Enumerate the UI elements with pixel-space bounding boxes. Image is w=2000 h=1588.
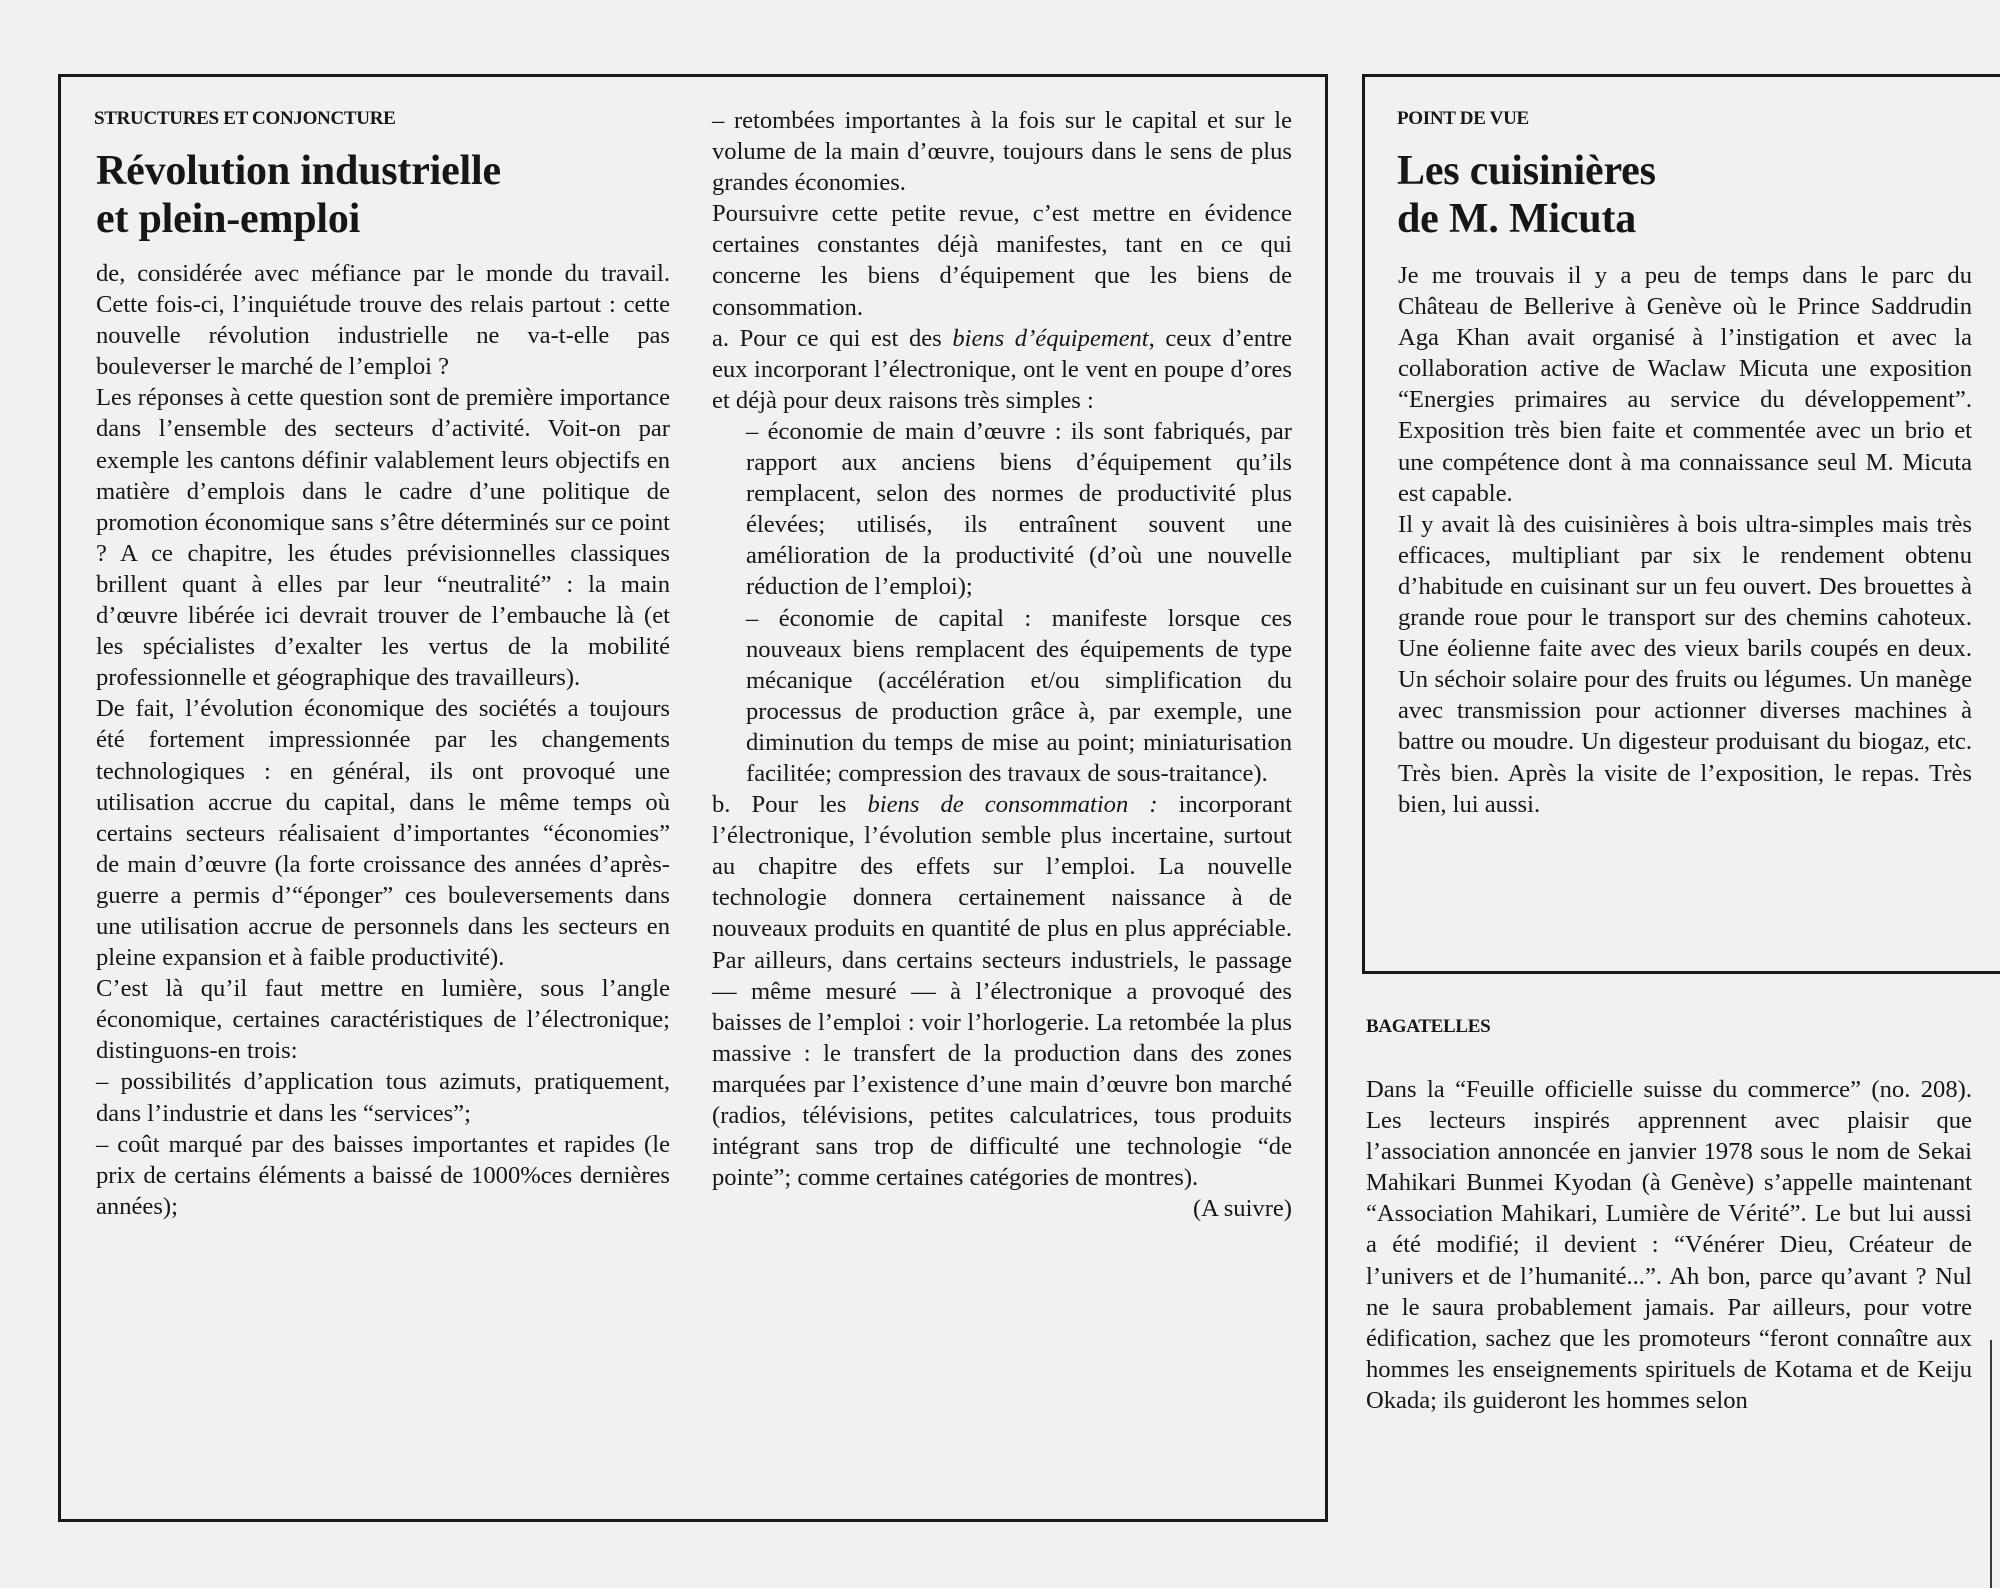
paragraph: C’est là qu’il faut mettre en lumière, sous l’angle économique, certaines caractéristiques de l’électronique; distinguons-en trois: xyxy=(96,975,670,1065)
section-kicker-point-de-vue: POINT DE VUE xyxy=(1397,108,1529,129)
text-run: a. Pour ce qui est des xyxy=(712,324,953,352)
article-headline-revolution xyxy=(96,147,656,243)
paragraph: Il y avait là des cuisinières à bois ultra-simples mais très efficaces, multipliant par six le rendement obtenu d’habitude en cuisinant sur un feu ouvert. Des brouettes à grande roue pour le transport sur des chemins cahoteux. Une éolienne faite avec des vieux barils coupés en deux. Un séchoir solaire pour des fruits ou légumes. Un manège avec transmission pour actionner diverses machines à battre ou moudre. Un digesteur produisant du biogaz, etc. Très bien. Après la visite de l’exposition, le repas. Très bien, lui aussi. xyxy=(1398,510,1972,818)
article-headline-cuisinieres xyxy=(1397,147,1957,243)
paragraph: Je me trouvais il y a peu de temps dans le parc du Château de Bellerive à Genève où le Prince Saddrudin Aga Khan avait organisé à l’instigation et avec la collaboration active de Waclaw Micuta une exposition “Energies primaires au service du développement”. Exposition très bien faite et commentée avec un brio et une compétence dont à ma connaissance seul M. Micuta est capable. xyxy=(1398,262,1972,507)
headline-line: de M. Micuta xyxy=(1397,196,1637,242)
italic-term: biens d’équipement, xyxy=(952,324,1155,352)
paragraph: Dans la “Feuille officielle suisse du commerce” (no. 208). Les lecteurs inspirés apprennent avec plaisir que l’association annoncée en janvier 1978 sous le nom de Sekai Mahikari Bunmei Kyodan (à Genève) s’appelle maintenant “Association Mahikari, Lumière de Vérité”. Le but lui aussi a été modifié; il devient : “Vénérer Dieu, Créateur de l’univers et de l’humanité...”. Ah bon, parce qu’avant ? Nul ne le saura probablement jamais. Par ailleurs, pour votre édification, sachez que les promoteurs “feront connaître aux hommes les enseignements spirituels de Kotama et de Keiju Okada; ils guideront les hommes selon xyxy=(1366,1076,1972,1414)
to-be-continued: (A suivre) xyxy=(1192,1195,1292,1223)
list-item: – coût marqué par des baisses importantes et rapides (le prix de certains éléments a baissé de 1000%ces dernières années); xyxy=(96,1130,670,1220)
left-article-column-2 xyxy=(712,105,1292,1224)
headline-line: Les cuisinières xyxy=(1397,148,1656,194)
text-run: incorporant l’électronique, l’évolution semble plus incertaine, surtout au chapitre des effets sur l’emploi. La nouvelle technologie donnera certainement naissance à de nouveaux produits en quantité de plus en plus appréciable. Par ailleurs, dans certains secteurs industriels, le passage — même mesuré — à l’électronique a provoqué des baisses de l’emploi : voir l’horlogerie. La retombée la plus massive : le transfert de la production dans des zones marquées par l’existence d’une main d’œuvre bon marché (radios, télévisions, petites calculatrices, tous produits intégrant sans trop de difficulté une technologie “de pointe”; comme certaines catégories de montres). xyxy=(712,791,1292,1192)
paragraph-consumption xyxy=(712,789,1292,1224)
headline-line: et plein-emploi xyxy=(96,196,361,242)
list-item: – retombées importantes à la fois sur le capital et sur le volume de la main d’œuvre, toujours dans le sens de plus grandes économies. xyxy=(712,107,1292,197)
italic-term: biens de consommation : xyxy=(867,791,1158,819)
paragraph-equipment xyxy=(712,323,1292,416)
section-kicker-bagatelles: BAGATELLES xyxy=(1366,1016,1491,1037)
list-item: – économie de main d’œuvre : ils sont fabriqués, par rapport aux anciens biens d’équipement qu’ils remplacent, selon des normes de productivité plus élevées; utilisés, ils entraînent souvent une amélioration de la productivité (d’où une nouvelle réduction de l’emploi); xyxy=(746,417,1292,601)
left-article-column-1 xyxy=(96,258,670,1222)
page-edge-mark xyxy=(1990,1340,1992,1588)
list-item: – économie de capital : manifeste lorsque ces nouveaux biens remplacent des équipements de type mécanique (accélération et/ou simplification du processus de production grâce à, par exemple, une diminution du temps de mise au point; miniaturisation facilitée; compression des travaux de sous-traitance). xyxy=(746,604,1292,787)
paragraph: Poursuivre cette petite revue, c’est mettre en évidence certaines constantes déjà manifestes, tant en ce qui concerne les biens d’équipement que les biens de consommation. xyxy=(712,200,1292,321)
paragraph: Les réponses à cette question sont de première importance dans l’ensemble des secteurs d’activité. Voit-on par exemple les cantons définir valablement leurs objectifs en matière d’emplois dans le cadre d’une politique de promotion économique sans s’être déterminés sur ce point ? A ce chapitre, les études prévisionnelles classiques brillent quant à elles par leur “neutralité” : la main d’œuvre libérée ici devrait trouver de l’embauche là (et les spécialistes d’exalter les vertus de la mobilité professionnelle et géographique des travailleurs). xyxy=(96,384,670,692)
headline-line: Révolution industrielle xyxy=(96,148,501,194)
right-article-column xyxy=(1398,260,1972,820)
list-item: – possibilités d’application tous azimuts, pratiquement, dans l’industrie et dans les “services”; xyxy=(96,1068,670,1127)
bagatelles-column xyxy=(1366,1074,1972,1416)
paragraph: de, considérée avec méfiance par le monde du travail. Cette fois-ci, l’inquiétude trouve des relais partout : cette nouvelle révolution industrielle ne va-t-elle pas bouleverser le marché de l’emploi ? xyxy=(96,260,670,381)
paragraph: De fait, l’évolution économique des sociétés a toujours été fortement impressionnée par les changements technologiques : en général, ils ont provoqué une utilisation accrue du capital, dans le même temps où certains secteurs réalisaient d’importantes “économies” de main d’œuvre (la forte croissance des années d’après-guerre a permis d’“éponger” ces bouleversements dans une utilisation accrue de personnels dans les secteurs en pleine expansion et à faible productivité). xyxy=(96,695,670,972)
section-kicker-structures: STRUCTURES ET CONJONCTURE xyxy=(94,108,396,129)
text-run: ceux d’entre eux incorporant l’électronique, ont le vent en poupe d’ores et déjà pour deux raisons très simples : xyxy=(712,324,1292,414)
text-run: b. Pour les xyxy=(712,791,868,819)
